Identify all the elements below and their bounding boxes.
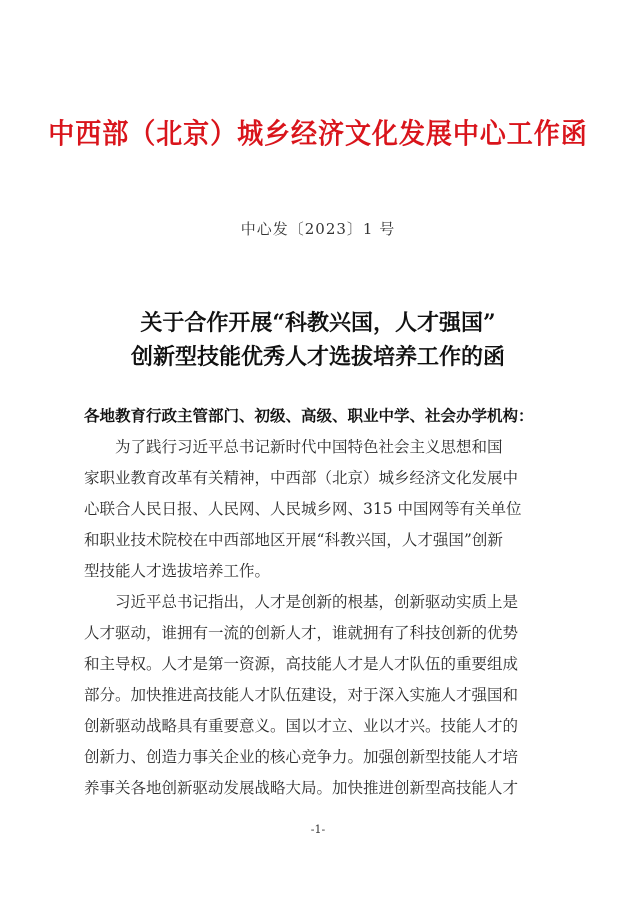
document-number: 中心发〔2023〕1 号 bbox=[240, 220, 396, 238]
paragraph-2-line: 创新力、创造力事关企业的核心竞争力。加强创新型技能人才培 bbox=[84, 748, 519, 766]
document-title-line-2: 创新型技能优秀人才选拔培养工作的函 bbox=[130, 344, 505, 370]
paragraph-2-line: 部分。加快推进高技能人才队伍建设，对于深入实施人才强国和 bbox=[84, 686, 519, 704]
paragraph-1-line: 家职业教育改革有关精神，中西部（北京）城乡经济文化发展中 bbox=[84, 469, 519, 487]
paragraph-2-line: 人才驱动，谁拥有一流的创新人才，谁就拥有了科技创新的优势 bbox=[84, 624, 519, 642]
salutation: 各地教育行政主管部门、初级、高级、职业中学、社会办学机构： bbox=[84, 407, 534, 425]
paragraph-2-line: 创新驱动战略具有重要意义。国以才立、业以才兴。技能人才的 bbox=[84, 717, 519, 735]
paragraph-1-line: 心联合人民日报、人民网、人民城乡网、315 中国网等有关单位 bbox=[84, 500, 522, 518]
organization-header: 中西部（北京）城乡经济文化发展中心工作函 bbox=[48, 117, 588, 150]
paragraph-1-line: 为了践行习近平总书记新时代中国特色社会主义思想和国 bbox=[115, 438, 503, 456]
paragraph-1-line: 和职业技术院校在中西部地区开展“科教兴国，人才强国”创新 bbox=[84, 531, 503, 549]
paragraph-2-line: 养事关各地创新驱动发展战略大局。加快推进创新型高技能人才 bbox=[84, 779, 519, 797]
paragraph-1-line: 型技能人才选拔培养工作。 bbox=[84, 562, 271, 580]
page-number: -1- bbox=[310, 823, 326, 836]
paragraph-2-line: 习近平总书记指出，人才是创新的根基，创新驱动实质上是 bbox=[115, 593, 519, 611]
document-title-line-1: 关于合作开展“科教兴国，人才强国” bbox=[140, 310, 496, 336]
paragraph-2-line: 和主导权。人才是第一资源，高技能人才是人才队伍的重要组成 bbox=[84, 655, 519, 673]
